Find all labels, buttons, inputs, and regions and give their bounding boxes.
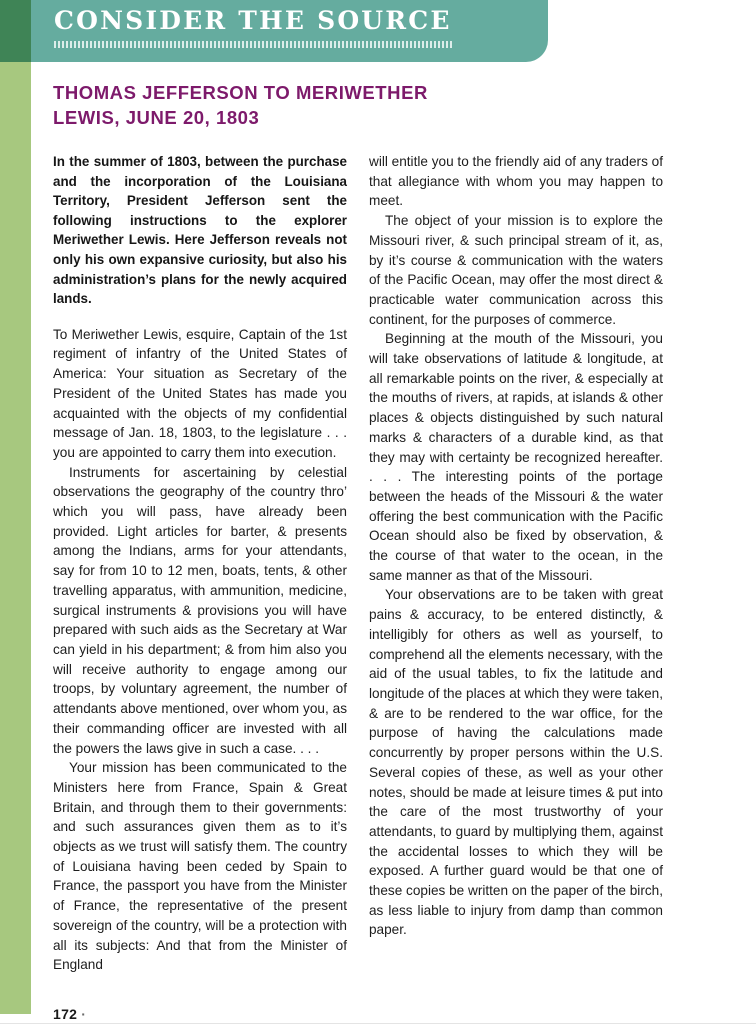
page-number: 172	[53, 1006, 78, 1022]
body-paragraph: Your observations are to be taken with great pains & accuracy, to be entered distinctly, & intelligibly for others as well as yourself, to comprehend all the elements necessary, with the aid of the usual tables, to fix the latitude and longitude of the places at which they were taken, & are to be rendered to the war office, for the purpose of having the calculations made concurrently by proper persons within the U.S. Several copies of these, as well as your other notes, should be made at leisure times & put into the care of the most trustworthy of your attendants, to guard by multiplying them, against the accidental losses to which they will be exposed. A further guard would be that one of these copies be written on the paper of the birch, as less liable to injury from damp than common paper.	[369, 587, 663, 938]
folio-separator: ·	[81, 1006, 87, 1022]
two-column-layout	[53, 152, 704, 975]
column-right	[369, 152, 663, 940]
article	[53, 80, 704, 975]
banner-title: CONSIDER THE SOURCE	[54, 6, 452, 35]
page-title: THOMAS JEFFERSON TO MERIWETHER LEWIS, JUNE 20, 1803	[53, 82, 428, 128]
body-paragraph: The object of your mission is to explore the Missouri river, & such principal stream of it, as, by it’s course & communication with the waters of the Pacific Ocean, may offer the most direct & practicable water communication across this continent, for the purposes of commerce.	[369, 213, 663, 327]
left-edge-bar-light-green	[0, 62, 31, 1014]
body-paragraph: Instruments for ascertaining by celestial observations the geography of the country thro’ which you will pass, have already been provided. Light articles for barter, & presents among the Indians, arms for your attendants, say for from 10 to 12 men, boats, tents, & other travelling apparatus, with ammunition, medicine, surgical instruments & provisions you will have prepared with such aids as the Secretary at War can yield in his department; & from him also you will receive authority to engage among our troops, by voluntary agreement, the number of attendants above mentioned, over whom you, as their commanding officer are invested with all the powers the laws give in such a case. . . .	[53, 464, 347, 756]
body-paragraph: To Meriwether Lewis, esquire, Captain of the 1st regiment of infantry of the United States of America: Your situation as Secretary of the President of the United States has made you acquainted with the objects of my confidential message of Jan. 18, 1803, to the legislature . . . you are appointed to carry them into execution.	[53, 326, 347, 460]
body-paragraph: Your mission has been communicated to the Ministers here from France, Spain & Great Britain, and through them to their governments: and such assurances given them as to it’s objects as we trust will satisfy them. The country of Louisiana having been ceded by Spain to France, the passport you have from the Minister of France, the representative of the present sovereign of the country, will be a protection with all its subjects: And that from the Minister of England	[53, 760, 347, 973]
page-number-folio	[53, 1006, 86, 1022]
lede-paragraph: In the summer of 1803, between the purchase and the incorporation of the Louisiana Territory, President Jefferson sent the following instructions to the explorer Meriwether Lewis. Here Jefferson reveals not only his own expansive curiosity, but also his administration’s plans for the newly acquired lands.	[53, 154, 347, 307]
banner-dotted-rule	[54, 41, 454, 48]
left-edge-bar-dark-green	[0, 0, 31, 62]
column-left	[53, 152, 347, 975]
body-paragraph: will entitle you to the friendly aid of any traders of that allegiance with whom you may happen to meet.	[369, 154, 663, 209]
consider-the-source-banner	[31, 0, 548, 62]
body-paragraph: Beginning at the mouth of the Missouri, you will take observations of latitude & longitude, at all remarkable points on the river, & especially at the mouths of rivers, at rapids, at islands & other places & objects distinguished by such natural marks & characters of a durable kind, as that they may with certainty be recognized hereafter. . . . The interesting points of the portage between the heads of the Missouri & the water offering the best communication with the Pacific Ocean should also be fixed by observation, & the course of that water to the ocean, in the same manner as that of the Missouri.	[369, 331, 663, 583]
